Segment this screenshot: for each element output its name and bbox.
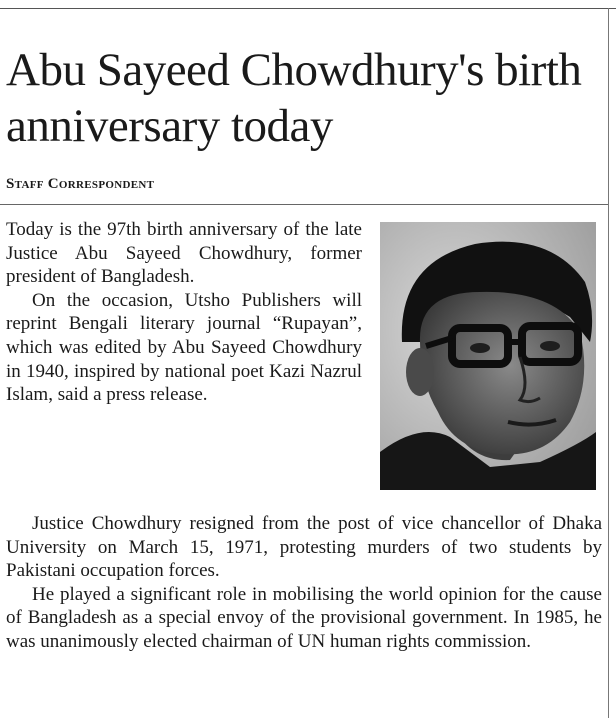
top-rule [0, 8, 616, 9]
paragraph-2: On the occasion, Utsho Publishers will reprint Bengali literary journal “Rupayan”, which was edited by Abu Sayeed Chowdhury in 1940, inspired by national poet Kazi Nazrul Islam, said a press release. [6, 289, 362, 406]
article-column-left [6, 218, 362, 407]
column-rule [608, 8, 609, 718]
headline: Abu Sayeed Chowdhury's birth anniversary today [6, 44, 582, 152]
byline: Staff Correspondent [6, 176, 155, 192]
article-column-full [6, 512, 602, 654]
byline-rule [0, 204, 608, 205]
portrait-photo [380, 222, 596, 490]
paragraph-4: He played a significant role in mobilising the world opinion for the cause of Bangladesh as a special envoy of the provisional government. In 1985, he was unanimously elected chairman of UN human rights commission. [6, 583, 602, 652]
paragraph-3: Justice Chowdhury resigned from the post of vice chancellor of Dhaka University on March 15, 1971, protesting murders of two students by Pakistani occupation forces. [6, 513, 602, 582]
paragraph-1: Today is the 97th birth anniversary of the late Justice Abu Sayeed Chowdhury, former president of Bangladesh. [6, 219, 362, 288]
